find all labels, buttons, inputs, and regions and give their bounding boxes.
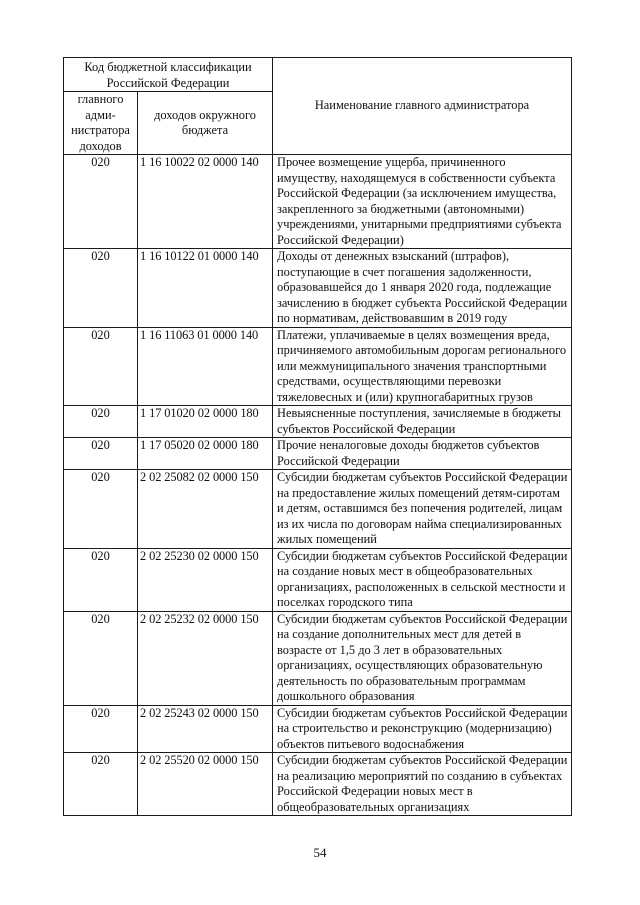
table-row bbox=[64, 327, 572, 406]
cell-revenue-code: 1 16 11063 01 0000 140 bbox=[138, 327, 273, 406]
cell-revenue-name: Субсидии бюджетам субъектов Российской Федерации на создание новых мест в общеобразовательных организациях, расположенных в сельской местности и поселках городского типа bbox=[273, 548, 572, 611]
cell-revenue-name: Платежи, уплачиваемые в целях возмещения вреда, причиняемого автомобильным дорогам регионального или межмуниципального значения транспортными средствами, осуществляющими перевозки тяжеловесных и (или) крупногабаритных грузов bbox=[273, 327, 572, 406]
header-main-administrator: главного адми-нистратора доходов bbox=[64, 92, 138, 155]
cell-revenue-name: Субсидии бюджетам субъектов Российской Федерации на создание дополнительных мест для детей в возрасте от 1,5 до 3 лет в образовательных организациях, осуществляющих образовательную деятельность по образовательным программам дошкольного образования bbox=[273, 611, 572, 705]
cell-admin-code: 020 bbox=[64, 611, 138, 705]
table-header bbox=[64, 58, 572, 155]
cell-admin-code: 020 bbox=[64, 753, 138, 816]
table-row bbox=[64, 470, 572, 549]
cell-admin-code: 020 bbox=[64, 705, 138, 753]
cell-revenue-code: 1 16 10022 02 0000 140 bbox=[138, 155, 273, 249]
cell-admin-code: 020 bbox=[64, 249, 138, 328]
table-row bbox=[64, 249, 572, 328]
cell-admin-code: 020 bbox=[64, 470, 138, 549]
cell-admin-code: 020 bbox=[64, 438, 138, 470]
table-row bbox=[64, 438, 572, 470]
cell-admin-code: 020 bbox=[64, 406, 138, 438]
header-classification-code: Код бюджетной классификации Российской Федерации bbox=[64, 58, 273, 92]
cell-admin-code: 020 bbox=[64, 327, 138, 406]
cell-revenue-code: 1 17 01020 02 0000 180 bbox=[138, 406, 273, 438]
cell-revenue-code: 2 02 25243 02 0000 150 bbox=[138, 705, 273, 753]
table-row bbox=[64, 548, 572, 611]
cell-revenue-name: Субсидии бюджетам субъектов Российской Федерации на реализацию мероприятий по созданию в субъектах Российской Федерации новых мест в общеобразовательных организациях bbox=[273, 753, 572, 816]
table-row bbox=[64, 155, 572, 249]
budget-classification-table bbox=[63, 57, 572, 816]
table-body bbox=[64, 155, 572, 816]
page-number: 54 bbox=[313, 845, 327, 860]
cell-revenue-code: 2 02 25082 02 0000 150 bbox=[138, 470, 273, 549]
cell-revenue-code: 2 02 25232 02 0000 150 bbox=[138, 611, 273, 705]
cell-revenue-code: 2 02 25230 02 0000 150 bbox=[138, 548, 273, 611]
cell-revenue-name: Прочие неналоговые доходы бюджетов субъектов Российской Федерации bbox=[273, 438, 572, 470]
cell-revenue-name: Субсидии бюджетам субъектов Российской Федерации на предоставление жилых помещений детям-сиротам и детям, оставшимся без попечения родителей, лицам из их числа по договорам найма специализированных жилых помещений bbox=[273, 470, 572, 549]
table-row bbox=[64, 753, 572, 816]
header-administrator-name: Наименование главного администратора bbox=[273, 58, 572, 155]
cell-revenue-name: Субсидии бюджетам субъектов Российской Федерации на строительство и реконструкцию (модернизацию) объектов питьевого водоснабжения bbox=[273, 705, 572, 753]
cell-admin-code: 020 bbox=[64, 155, 138, 249]
header-revenue-code: доходов окружного бюджета bbox=[138, 92, 273, 155]
table-row bbox=[64, 611, 572, 705]
cell-revenue-code: 2 02 25520 02 0000 150 bbox=[138, 753, 273, 816]
cell-revenue-name: Невыясненные поступления, зачисляемые в бюджеты субъектов Российской Федерации bbox=[273, 406, 572, 438]
cell-revenue-name: Доходы от денежных взысканий (штрафов), поступающие в счет погашения задолженности, образовавшейся до 1 января 2020 года, подлежащие зачислению в бюджет субъекта Российской Федерации по нормативам, действовавшим в 2019 году bbox=[273, 249, 572, 328]
table-row bbox=[64, 705, 572, 753]
cell-revenue-name: Прочее возмещение ущерба, причиненного имуществу, находящемуся в собственности субъекта Российской Федерации (за исключением имущества, закрепленного за бюджетными (автономными) учреждениями, унитарными предприятиями субъекта Российской Федерации) bbox=[273, 155, 572, 249]
cell-admin-code: 020 bbox=[64, 548, 138, 611]
cell-revenue-code: 1 17 05020 02 0000 180 bbox=[138, 438, 273, 470]
cell-revenue-code: 1 16 10122 01 0000 140 bbox=[138, 249, 273, 328]
table-row bbox=[64, 406, 572, 438]
